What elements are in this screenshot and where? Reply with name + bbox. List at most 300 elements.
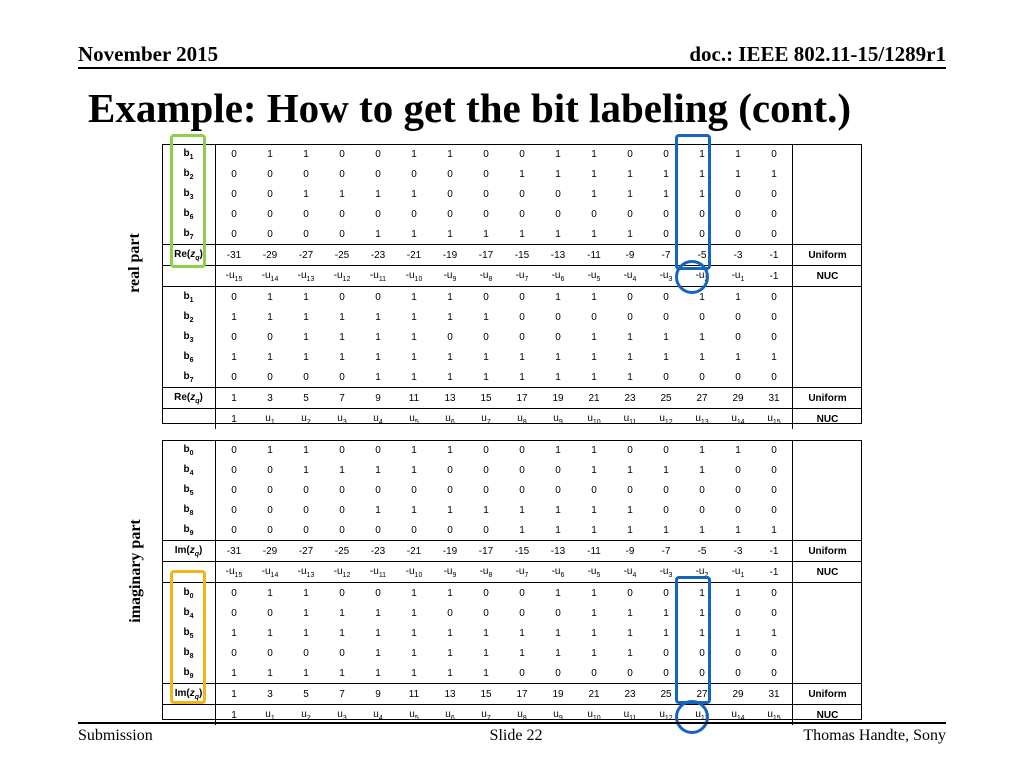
table-cell: 0 [303,504,309,516]
table-cell: 1 [303,188,309,200]
table-cell: 0 [663,208,669,220]
table-cell: $u_2$ [288,705,324,726]
table-cell: 0 [519,444,525,456]
row-constellation-type: NUC [793,562,863,583]
table-cell: $-u_3$ [648,266,684,287]
table-cell: 0 [663,148,669,160]
table-cell: $u_{12}$ [648,705,684,726]
table-cell: 1 [699,444,705,456]
table-cell: $u_7$ [468,409,504,430]
table-cell: 0 [303,484,309,496]
table-cell: 1 [627,504,633,516]
table-row [162,266,862,287]
table-cell: 1 [411,331,417,343]
table-cell: 29 [720,388,756,409]
table-row [162,663,862,684]
table-cell: 0 [303,647,309,659]
table-cell: 1 [591,228,597,240]
table-cell: -15 [504,541,540,562]
row-constellation-type: Uniform [793,245,863,266]
table-cell: 0 [267,484,273,496]
table-cell: 1 [447,148,453,160]
table-cell: 1 [663,188,669,200]
table-cell: -27 [288,541,324,562]
table-cell: 0 [519,464,525,476]
table-cell: 1 [591,524,597,536]
table-cell: 23 [612,388,648,409]
table-cell: 0 [339,371,345,383]
table-cell: 1 [303,464,309,476]
table-cell: 0 [519,148,525,160]
table-cell: $u_{15}$ [756,705,793,726]
table-row [162,480,862,500]
table-cell: 0 [735,311,741,323]
table-cell: 1 [447,667,453,679]
table-cell: -5 [684,541,720,562]
row-label: $Im(z_q)$ [162,541,216,562]
table-cell: 1 [411,444,417,456]
table-cell: 1 [627,627,633,639]
table-cell: 0 [267,168,273,180]
row-constellation-type [793,440,863,460]
table-cell: 0 [447,464,453,476]
table-cell: 0 [411,484,417,496]
table-cell: 0 [483,208,489,220]
row-label: $Im(z_q)$ [162,684,216,705]
table-cell: 21 [576,684,612,705]
table-cell: $-u_{14}$ [252,562,288,583]
table-row [162,164,862,184]
table-cell: 0 [411,208,417,220]
table-cell: 1 [447,311,453,323]
table-cell: $-u_1$ [720,562,756,583]
row-label: $b_2$ [162,164,216,184]
table-cell: -7 [648,541,684,562]
row-constellation-type [793,520,863,541]
row-constellation-type [793,224,863,245]
table-cell: 1 [735,444,741,456]
table-cell: 0 [735,484,741,496]
table-cell: 0 [648,287,684,308]
table-cell: 1 [447,647,453,659]
table-cell: 1 [483,667,489,679]
table-cell: $-u_{15}$ [216,562,253,583]
table-cell: 1 [216,409,253,430]
table-cell: 1 [684,583,720,604]
table-cell: 1 [627,647,633,659]
table-cell: 9 [360,388,396,409]
table-cell: 1 [339,627,345,639]
table-cell: 0 [231,504,237,516]
table-cell: 17 [504,684,540,705]
table-cell: 0 [339,524,345,536]
table-cell: $u_1$ [252,409,288,430]
table-cell: 0 [663,228,669,240]
table-cell: 0 [756,224,793,245]
table-cell: 0 [735,464,741,476]
table-cell: 1 [699,168,705,180]
table-row [162,245,862,266]
table-cell: $-u_5$ [576,562,612,583]
table-cell: 1 [375,228,381,240]
imaginary-part-bit-table [162,440,862,725]
table-cell: 0 [483,607,489,619]
table-cell: $u_{13}$ [684,705,720,726]
table-cell: 1 [303,607,309,619]
table-row [162,562,862,583]
table-cell: -17 [468,245,504,266]
table-cell: 1 [663,464,669,476]
row-label: $Re(z_q)$ [162,245,216,266]
table-cell: 0 [216,287,253,308]
table-cell: 1 [591,464,597,476]
table-cell: 1 [447,444,453,456]
table-cell: 1 [432,583,468,604]
table-cell: -11 [576,541,612,562]
table-cell: 0 [735,647,741,659]
table-cell: 0 [339,484,345,496]
table-cell: $u_5$ [396,409,432,430]
table-cell: 1 [396,287,432,308]
table-cell: 0 [699,228,705,240]
table-cell: -1 [756,266,793,287]
table-cell: 0 [231,208,237,220]
table-cell: 1 [591,148,597,160]
table-cell: 1 [411,228,417,240]
table-cell: 0 [756,307,793,327]
row-constellation-type [793,480,863,500]
table-cell: 0 [411,168,417,180]
table-cell: $-u_6$ [540,562,576,583]
table-cell: 0 [555,464,561,476]
table-cell: 0 [699,311,705,323]
table-cell: 1 [735,351,741,363]
table-cell: 1 [519,647,525,659]
table-cell: 1 [411,311,417,323]
table-cell: -1 [756,541,793,562]
row-label: $Re(z_q)$ [162,388,216,409]
table-cell: 0 [375,148,381,160]
table-cell: 0 [555,484,561,496]
table-cell: 1 [396,583,432,604]
table-cell: 0 [267,208,273,220]
table-cell: 0 [216,583,253,604]
table-cell: 25 [648,684,684,705]
table-cell: 1 [267,311,273,323]
row-label: $b_3$ [162,327,216,347]
table-cell: 0 [267,647,273,659]
table-cell: 0 [735,208,741,220]
table-cell: 1 [288,287,324,308]
table-cell: 31 [756,684,793,705]
table-cell: $u_{10}$ [576,409,612,430]
table-cell: 1 [591,331,597,343]
table-cell: $u_9$ [540,409,576,430]
side-label-real: real part [126,233,143,293]
row-constellation-type [793,327,863,347]
table-cell: 1 [591,351,597,363]
table-cell: 1 [699,331,705,343]
row-constellation-type [793,367,863,388]
row-label: $b_8$ [162,643,216,663]
table-cell: 29 [720,684,756,705]
table-cell: 1 [663,168,669,180]
table-cell: -21 [396,245,432,266]
table-cell: $u_{11}$ [612,409,648,430]
table-cell: 0 [303,208,309,220]
table-cell: 1 [432,287,468,308]
table-cell: 1 [411,647,417,659]
table-cell: -3 [720,245,756,266]
table-cell: 0 [267,188,273,200]
table-cell: 27 [684,388,720,409]
table-cell: 0 [591,667,597,679]
table-cell: 0 [339,647,345,659]
table-cell: 0 [339,208,345,220]
table-cell: 0 [483,168,489,180]
table-cell: 0 [504,287,540,308]
table-cell: 0 [735,607,741,619]
row-label: $b_0$ [162,440,216,460]
table-cell: 1 [411,371,417,383]
table-cell: 1 [699,188,705,200]
table-cell: $-u_8$ [468,266,504,287]
table-cell: 0 [303,168,309,180]
table-cell: $-u_8$ [468,562,504,583]
row-constellation-type [793,144,863,164]
table-cell: 1 [267,351,273,363]
table-cell: 1 [231,351,237,363]
row-constellation-type [793,663,863,684]
table-cell: 1 [555,647,561,659]
table-cell: 0 [375,484,381,496]
table-cell: 0 [231,524,237,536]
table-cell: 1 [411,627,417,639]
table-cell: 0 [555,188,561,200]
table-cell: 0 [231,607,237,619]
table-cell: 0 [483,484,489,496]
table-cell: $u_{11}$ [612,705,648,726]
table-cell: 0 [756,184,793,204]
table-row [162,623,862,643]
table-cell: 0 [339,228,345,240]
table-cell: 0 [612,287,648,308]
table-cell: 1 [555,627,561,639]
table-cell: 0 [735,371,741,383]
table-cell: -17 [468,541,504,562]
table-cell: 0 [555,607,561,619]
row-constellation-type [793,603,863,623]
table-cell: 0 [519,311,525,323]
table-cell: 0 [663,504,669,516]
table-cell: 1 [483,627,489,639]
table-cell: $-u_{10}$ [396,562,432,583]
table-cell: 0 [303,228,309,240]
table-cell: 0 [267,464,273,476]
table-cell: 0 [756,500,793,520]
header-doc-id: doc.: IEEE 802.11-15/1289r1 [689,42,946,66]
table-cell: 1 [591,188,597,200]
table-cell: 0 [756,367,793,388]
row-label: $b_5$ [162,480,216,500]
table-cell: 0 [447,208,453,220]
table-cell: 1 [447,228,453,240]
table-row [162,409,862,430]
table-cell: 0 [699,667,705,679]
table-cell: 0 [375,444,381,456]
row-label [162,409,216,430]
row-constellation-type [793,204,863,224]
table-cell: 0 [267,228,273,240]
table-cell: 0 [231,444,237,456]
table-cell: $-u_{15}$ [216,266,253,287]
row-constellation-type [793,500,863,520]
row-constellation-type: NUC [793,266,863,287]
row-label [162,562,216,583]
table-cell: 1 [339,188,345,200]
table-cell: $u_8$ [504,705,540,726]
real-part-bit-table [162,144,862,429]
table-cell: 1 [519,228,525,240]
table-cell: 19 [540,388,576,409]
table-cell: -19 [432,541,468,562]
table-cell: 13 [432,388,468,409]
table-cell: 1 [411,188,417,200]
table-cell: 5 [288,684,324,705]
table-cell: $-u_2$ [684,266,720,287]
table-cell: $u_{13}$ [684,409,720,430]
table-row [162,224,862,245]
table-cell: 21 [576,388,612,409]
table-cell: 0 [339,148,345,160]
table-cell: 1 [591,504,597,516]
table-cell: 0 [735,667,741,679]
table-cell: 1 [591,371,597,383]
side-label-imaginary: imaginary part [127,519,144,623]
table-cell: 1 [216,388,253,409]
table-cell: 0 [555,311,561,323]
table-cell: 0 [627,311,633,323]
table-cell: 1 [303,351,309,363]
table-cell: $-u_4$ [612,266,648,287]
table-cell: 1 [627,371,633,383]
table-row [162,643,862,663]
table-cell: 11 [396,388,432,409]
table-cell: 0 [447,607,453,619]
table-cell: $-u_{12}$ [324,266,360,287]
table-cell: 0 [663,311,669,323]
table-cell: 0 [375,208,381,220]
table-row [162,388,862,409]
table-cell: 0 [756,663,793,684]
table-cell: 0 [756,144,793,164]
table-cell: $u_1$ [252,705,288,726]
table-cell: 1 [303,627,309,639]
row-constellation-type [793,164,863,184]
table-cell: 1 [483,371,489,383]
table-cell: 0 [339,504,345,516]
table-cell: $u_{10}$ [576,705,612,726]
table-cell: 0 [519,208,525,220]
table-cell: $-u_{13}$ [288,562,324,583]
table-cell: 0 [735,228,741,240]
table-cell: 1 [252,287,288,308]
table-row [162,347,862,367]
table-cell: 1 [555,371,561,383]
table-cell: $u_6$ [432,409,468,430]
table-cell: $-u_4$ [612,562,648,583]
table-cell: 1 [339,607,345,619]
table-cell: 1 [375,504,381,516]
table-cell: 1 [303,444,309,456]
table-cell: 1 [627,228,633,240]
table-cell: 1 [735,168,741,180]
table-cell: 1 [699,627,705,639]
table-cell: 0 [756,643,793,663]
table-cell: 1 [375,311,381,323]
table-cell: 1 [555,444,561,456]
table-cell: -1 [756,245,793,266]
table-cell: 0 [267,524,273,536]
table-cell: $-u_2$ [684,562,720,583]
table-cell: 1 [303,311,309,323]
table-cell: 1 [519,524,525,536]
table-cell: 1 [756,623,793,643]
table-cell: 1 [699,524,705,536]
table-cell: 1 [699,351,705,363]
table-cell: -29 [252,541,288,562]
table-cell: 1 [267,148,273,160]
table-cell: 1 [663,627,669,639]
table-row [162,440,862,460]
table-cell: $u_7$ [468,705,504,726]
table-row [162,603,862,623]
row-label: $b_2$ [162,307,216,327]
table-cell: 1 [756,520,793,541]
row-constellation-type: Uniform [793,388,863,409]
table-cell: $u_{15}$ [756,409,793,430]
table-cell: 0 [627,667,633,679]
table-cell: 0 [447,188,453,200]
table-cell: 1 [411,667,417,679]
table-cell: 1 [303,148,309,160]
table-cell: 1 [252,583,288,604]
table-cell: 1 [483,228,489,240]
table-cell: 0 [483,524,489,536]
table-cell: 1 [576,287,612,308]
table-cell: 1 [375,371,381,383]
table-cell: 1 [555,148,561,160]
table-cell: -25 [324,541,360,562]
table-cell: 1 [519,168,525,180]
table-cell: 13 [432,684,468,705]
row-label: $b_6$ [162,347,216,367]
table-cell: 0 [231,484,237,496]
table-cell: 0 [735,504,741,516]
table-cell: $-u_9$ [432,562,468,583]
row-label: $b_9$ [162,663,216,684]
table-cell: 1 [735,148,741,160]
table-cell: 1 [303,331,309,343]
table-cell: 0 [756,204,793,224]
table-cell: 1 [627,351,633,363]
table-cell: -7 [648,245,684,266]
table-cell: 23 [612,684,648,705]
table-cell: 0 [303,524,309,536]
table-cell: 1 [447,627,453,639]
row-constellation-type [793,643,863,663]
table-cell: $u_6$ [432,705,468,726]
